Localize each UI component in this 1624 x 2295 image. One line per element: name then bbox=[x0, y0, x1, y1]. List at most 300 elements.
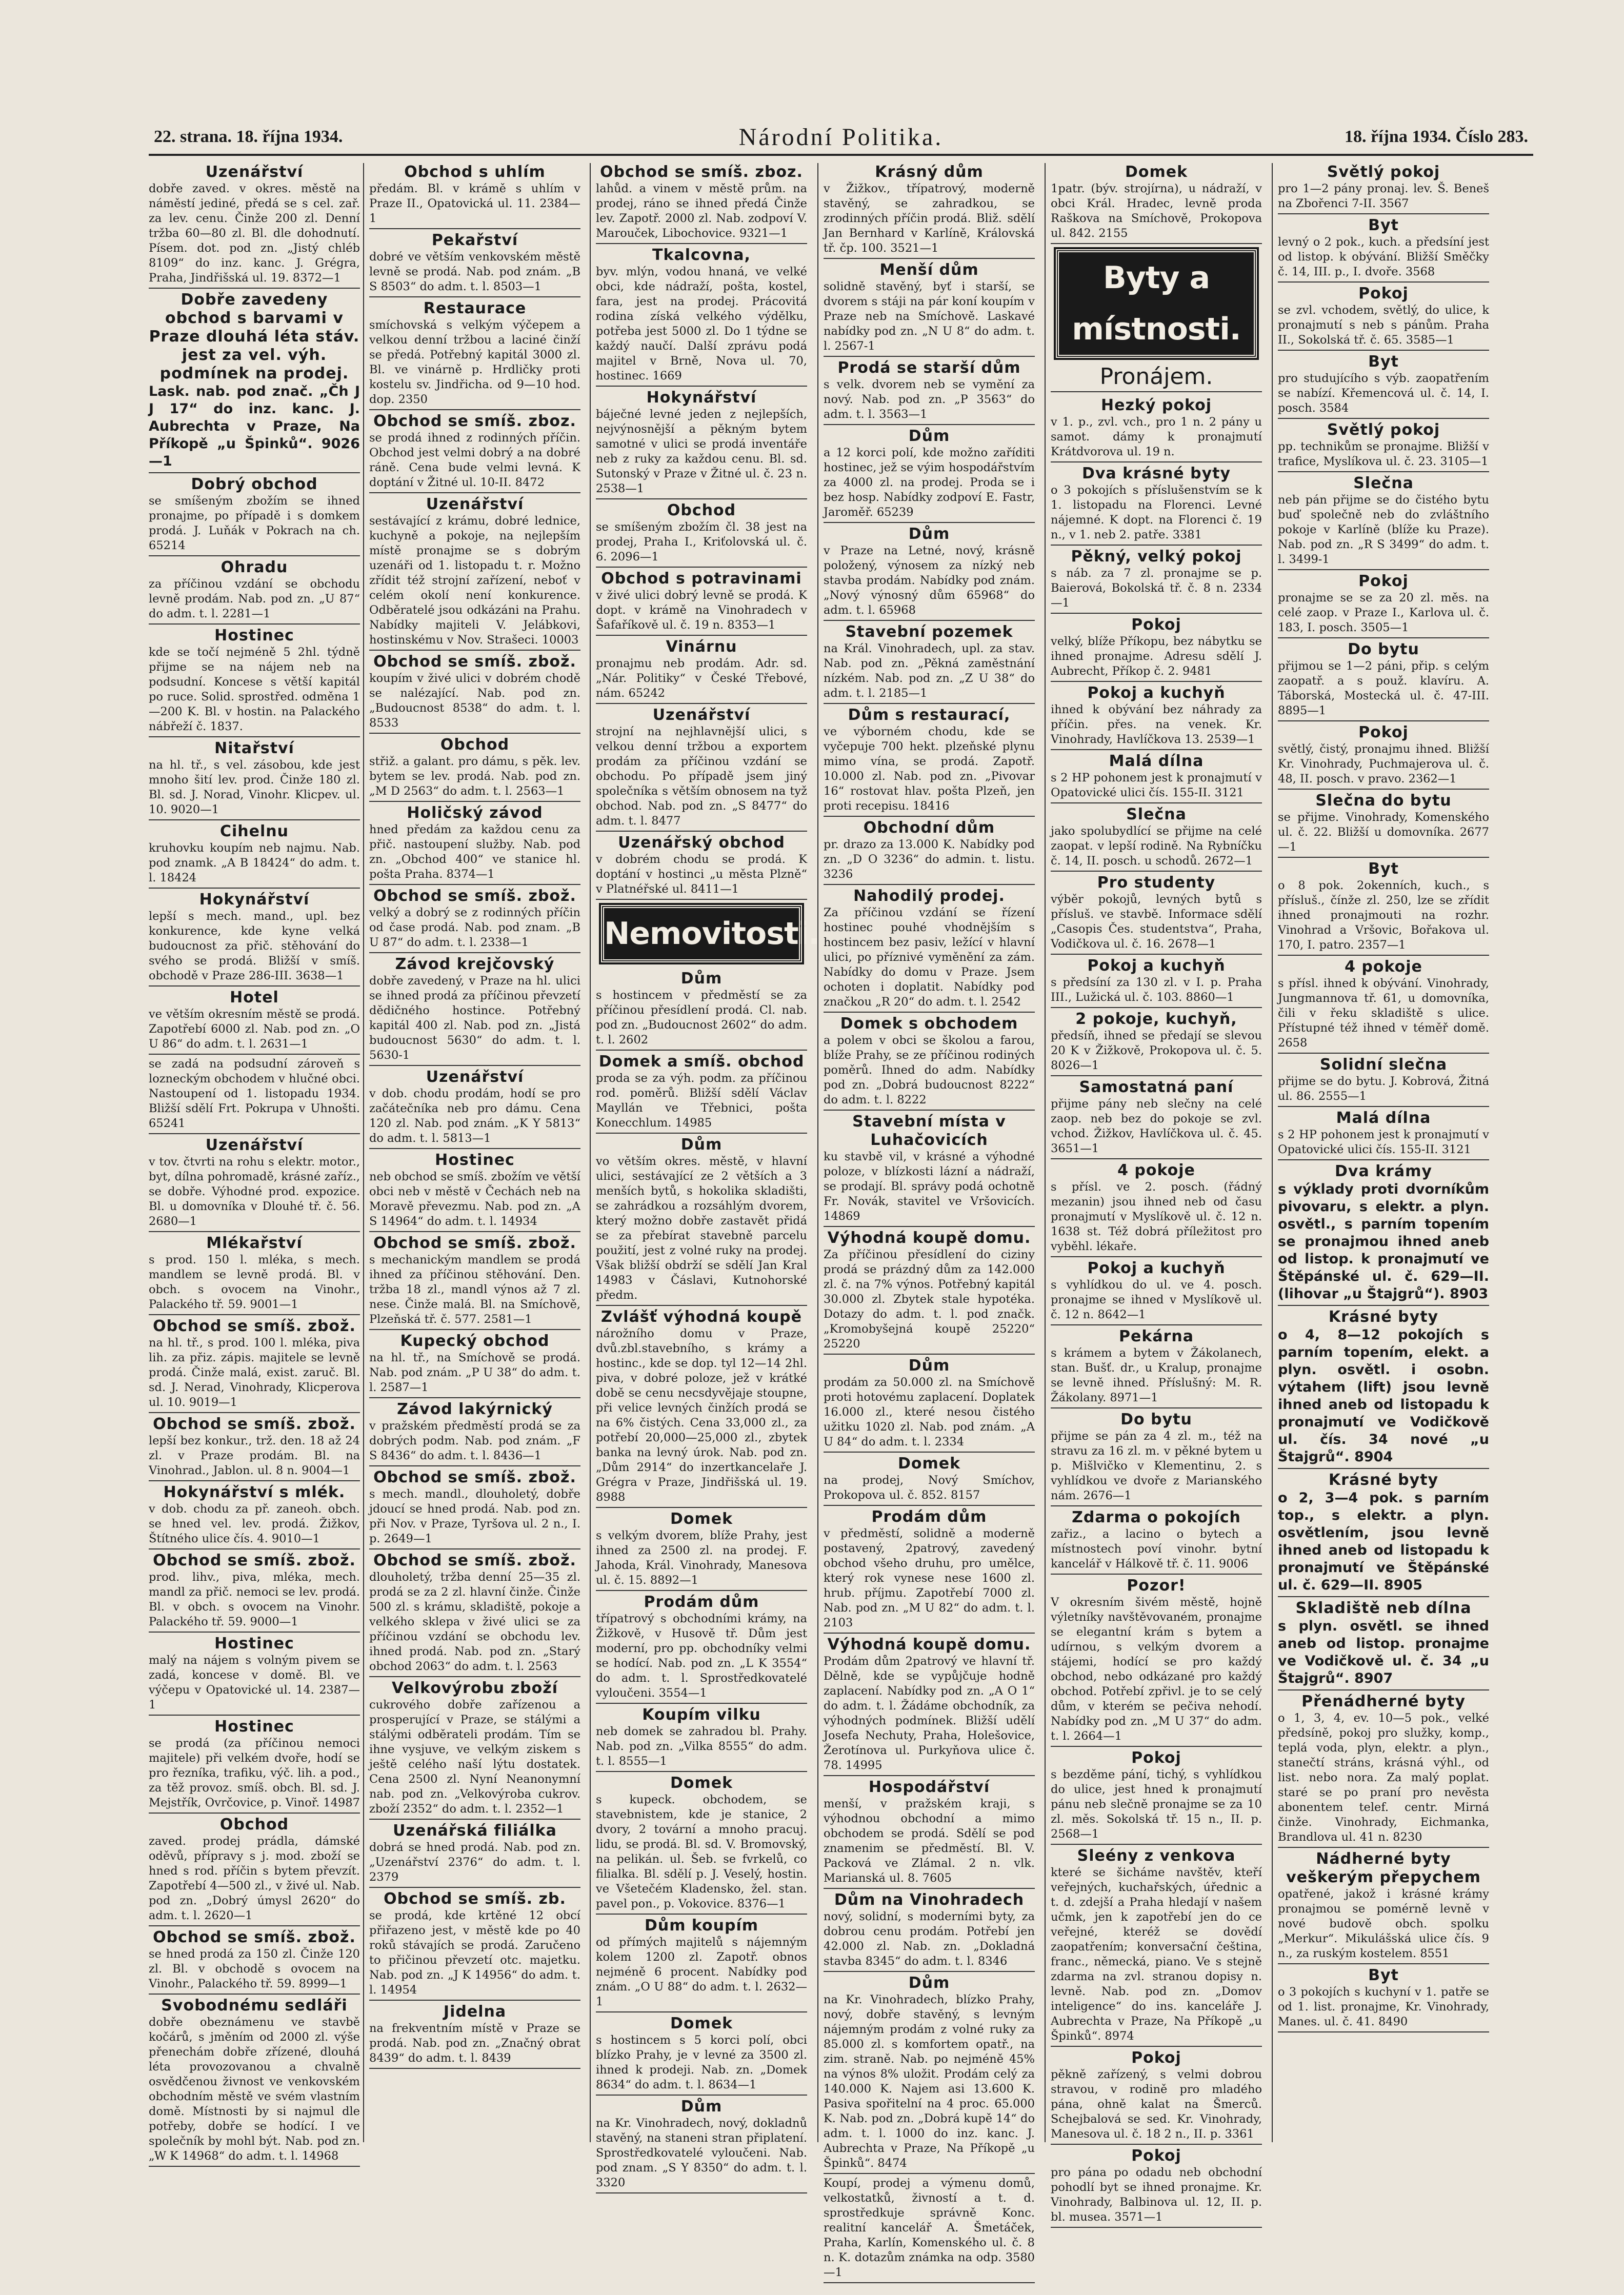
ad-heading: Uzenářská filiálka bbox=[393, 1822, 557, 1840]
ad-body: s velk. dvorem neb se vymění za nový. Nab. pod zn. „P 3563“ do adm. t. l. 3563—1 bbox=[824, 378, 1035, 421]
ad-body: a 12 korci polí, kde možno zaříditi hostinec, jež se výim hospodářstvím za 4000 zl. na prodej. Proda se i bez hosp. Nabídky zodpoví E. Fastr, Jaroměř. 65239 bbox=[824, 446, 1035, 519]
classified-ad bbox=[369, 887, 580, 953]
ad-body: výběr pokojů, levných bytů s přísluš. ve stavbě. Informace sdělí „Casopis Čes. studentstva“, Praha, Vodičkova ul. č. 16. 2678—1 bbox=[1051, 893, 1262, 951]
ad-body: v pražském předměstí prodá se za dobrých podm. Nab. pod znám. „F S 8436“ do adm. t. l. 8436—1 bbox=[369, 1419, 580, 1462]
ad-body: za příčinou vzdání se obchodu levně prodám. Nab. pod zn. „U 87“ do adm. t. l. 2281—1 bbox=[149, 577, 360, 620]
classified-ad bbox=[1051, 957, 1262, 1008]
ad-heading: Byt bbox=[1368, 353, 1399, 371]
classified-ad bbox=[1278, 421, 1489, 472]
ad-body: Za příčinou přesídlení do ciziny prodá se prázdný dům za 142.000 zl. č. na 7% výnos. Potřebný kapitál 30.000 zl. Zbytek stale hypotéka. Dotazy do adm. t. l. pod značk. „Kromobyšejná koupě 25220“ 25220 bbox=[824, 1248, 1035, 1351]
ad-heading: 4 pokoje bbox=[1117, 1161, 1195, 1179]
ad-heading: 2 pokoje, kuchyň, bbox=[1075, 1010, 1237, 1028]
classified-ad bbox=[149, 1415, 360, 1481]
classified-ad bbox=[369, 1822, 580, 1888]
ad-heading: Sleény z venkova bbox=[1077, 1847, 1236, 1865]
classified-ad bbox=[1278, 1966, 1489, 2032]
ad-body: na hl. tř., s vel. zásobou, kde jest mnoho šití lev. prod. Činže 180 zl. Bl. sd. J. Norad, Vinohr. Klicpev. ul. 10. 9020—1 bbox=[149, 758, 360, 816]
ad-body: koupím v živé ulici v dobrém chodě se nalézající. Nab. pod zn. „Budoucnost 8538“ do adm. t. l. 8533 bbox=[369, 672, 580, 730]
classified-ad bbox=[149, 1816, 360, 1926]
classified-ad bbox=[824, 706, 1035, 817]
ad-heading: Holičský závod bbox=[407, 804, 543, 822]
classified-ad bbox=[824, 2176, 1035, 2283]
classified-ad bbox=[1051, 163, 1262, 244]
ad-body: v Žižkov., třípatrový, moderně stavěný, se zahradkou, se zrodinných příčin prodá. Bliž. sdělí Jan Bernhard v Karlíně, Královská tř. čp. 100. 3521—1 bbox=[824, 182, 1035, 255]
ad-heading: Pro studenty bbox=[1097, 874, 1216, 892]
classified-ad bbox=[824, 1891, 1035, 1972]
ad-heading: Stavební pozemek bbox=[845, 623, 1013, 641]
ad-body: pro pána po odadu neb obchodní pohodlí byt se ihned pronajme. Kr. Vinohrady, Balbinova ul. 12, II. p. bl. musea. 3571—1 bbox=[1051, 2166, 1262, 2224]
ad-heading: Pekařství bbox=[431, 231, 518, 249]
ad-heading: Pokoj a kuchyň bbox=[1087, 1259, 1226, 1277]
classified-ad bbox=[1278, 1109, 1489, 1160]
classified-ad bbox=[596, 570, 807, 636]
ad-heading: Zdarma o pokojích bbox=[1072, 1508, 1241, 1526]
ad-body: dobře zaved. v okres. městě na náměstí jediné, předá se s cel. zař. za lev. cenu. Činže 200 zl. Denní tržba 60—80 zl. Bl. dle dohodnutí. Písem. dot. pod zn. „Jistý chléb 8109“ do inz. kanc. J. Grégra, Praha, Jindřišská ul. 19. 8372—1 bbox=[149, 182, 360, 285]
classified-ad bbox=[369, 163, 580, 229]
ad-body: se zadá na podsudní zároveň s lozneckým obchodem v hlučné obci. Nastoupení od 1. listopadu 1934. Bližší sdělí Frt. Pokrupa v Uhnošti. 65241 bbox=[149, 1057, 360, 1130]
ad-body: pr. drazo za 13.000 K. Nabídky pod zn. „D O 3236“ do admin. t. listu. 3236 bbox=[824, 838, 1035, 881]
classified-ad bbox=[369, 653, 580, 734]
header-date-right: 18. října 1934. Číslo 283. bbox=[1345, 127, 1528, 146]
ad-heading: Svobodnému sedláři bbox=[161, 1997, 348, 2015]
classified-ad bbox=[1278, 163, 1489, 214]
ad-body: se prodá ihned z rodinných příčin. Obchod jest velmi dobrý a na dobré ráně. Cena bude velmi levná. K doptání v Žitné ul. 10-II. 8472 bbox=[369, 431, 580, 489]
ad-heading: Uzenářství bbox=[426, 1068, 524, 1086]
classified-ad bbox=[824, 1508, 1035, 1634]
classified-ad bbox=[824, 163, 1035, 259]
ad-heading: Dobrý obchod bbox=[191, 475, 318, 493]
ad-heading: Prodám dům bbox=[644, 1593, 759, 1611]
ad-body: s hostincem v předměstí se za příčinou přesídlení prodá. Cl. nab. pod zn. „Budoucnost 2602“ do adm. t. l. 2602 bbox=[596, 989, 807, 1046]
ad-body: pronajmu neb prodám. Adr. sd. „Nár. Politiky“ v České Třebové, nám. 65242 bbox=[596, 657, 807, 700]
ad-heading: Pokoj a kuchyň bbox=[1087, 684, 1226, 702]
classified-ad bbox=[1278, 1599, 1489, 1690]
classified-ad bbox=[824, 1229, 1035, 1355]
masthead-title: Národní Politika. bbox=[738, 124, 944, 151]
ad-body: nový, solidní, s moderními byty, za dobrou cenu prodám. Potřebí jen 42.000 zl. Nab. zn. „Dokladná stavba 8345“ do adm. t. l. 8346 bbox=[824, 1910, 1035, 1968]
ad-body: na hl. tř., na Smíchově se prodá. Nab. pod znám. „P U 38“ do adm. t. l. 2587—1 bbox=[369, 1351, 580, 1394]
ad-body: v Praze na Letné, nový, krásně položený, výnosem za nízký neb stavba prodám. Nabídky pod znám. „Nový výnosný dům 65968“ do adm. t. l. 65968 bbox=[824, 544, 1035, 617]
ad-body: kde se točí nejméně 5 2hl. týdně přijme se na nájem neb na podsudní. Koncese s větší kapitál po ruce. Solid. sprostřed. odměna 1—200 K. Bl. v hostin. na Palackého nábřeží č. 1837. bbox=[149, 646, 360, 733]
ad-heading: Cihelnu bbox=[219, 822, 289, 840]
ad-body: dobré ve větším venkovském městě levně se prodá. Nab. pod znám. „B S 8503“ do adm. t. l. 8503—1 bbox=[369, 250, 580, 293]
ad-heading: Dům bbox=[680, 1136, 723, 1154]
ad-heading: Obchod se smíš. zboz. bbox=[600, 163, 803, 181]
ad-body: byv. mlýn, vodou hnaná, ve velké obci, kde nádraží, pošta, kostel, fara, jest na prodej. Prácovitá rodina získá velkého výdělku, potřeba jest 5000 zl. Do 1 týdne se každý naučí. Další zprávu podá majitel v Brně, Nova ul. 70, hostinec. 1669 bbox=[596, 265, 807, 382]
ad-heading: Hostinec bbox=[214, 1635, 294, 1653]
classified-ad bbox=[1051, 1411, 1262, 1506]
ad-body: Lask. nab. pod znač. „Čh J J 17“ do inz. kanc. J. Aubrechta v Praze, Na Příkopě „u Špinků“. 9026—1 bbox=[149, 384, 360, 469]
ad-heading: Dva krásné byty bbox=[1081, 465, 1231, 482]
ad-body: na Kr. Vinohradech, blízko Prahy, nový, dobře stavěný, s levným nájemným prodám z volné ruky za 85.000 zl. s komfortem opatř., na zim. straně. Nab. po nejméně 45% na výnos 8% uložit. Prodám celý za 140.000 K. Najem asi 13.600 K. Pasiva spořitelní na 4 proc. 65.000 K. Nab. pod zn. „Dobrá kupě 14“ do adm. t. l. 1000 do inz. kanc. J. Aubrechta v Praze, Na Příkopě „u Špinků“. 8474 bbox=[824, 1993, 1035, 2170]
ad-heading: Světlý pokoj bbox=[1327, 163, 1440, 181]
ad-heading: Pekárna bbox=[1119, 1327, 1194, 1345]
classified-ad bbox=[369, 804, 580, 885]
ad-body: s předsíní za 130 zl. v I. p. Praha III., Lužická ul. č. 103. 8860—1 bbox=[1051, 976, 1262, 1004]
ad-heading: Obchod se smíš. zbož. bbox=[373, 887, 576, 905]
ad-body: na Kr. Vinohradech, nový, dokladnů stavěný, na staneni stran připlatení. Sprostředkovatelé vyloučeni. Nab. pod znam. „S Y 8350“ do adm. t. l. 3320 bbox=[596, 2117, 807, 2189]
ad-heading: Nahodilý prodej. bbox=[853, 887, 1005, 905]
classified-ad bbox=[596, 706, 807, 832]
classified-ad bbox=[596, 638, 807, 704]
classified-ad bbox=[369, 231, 580, 297]
ad-body: neb obchod se smíš. zbožím ve větší obci neb v městě v Čechách neb na Moravě převezmu. Nab. pod zn. „A S 14964“ do adm. t. l. 14934 bbox=[369, 1170, 580, 1228]
ad-heading: Obchod se smíš. zbož. bbox=[373, 1468, 576, 1486]
ad-heading: Slečna bbox=[1353, 474, 1414, 492]
ad-heading: Velkovýrobu zboží bbox=[391, 1679, 558, 1697]
classified-ad bbox=[1051, 2049, 1262, 2145]
classified-ad bbox=[1051, 684, 1262, 750]
ad-heading: Krásné byty bbox=[1328, 1471, 1439, 1489]
ad-body: pp. technikům se pronajme. Bližší v trafice, Myslíkova ul. č. 23. 3105—1 bbox=[1278, 440, 1489, 468]
ad-heading: Malá dílna bbox=[1109, 752, 1204, 770]
classified-ad bbox=[369, 299, 580, 410]
ad-body: s 2 HP pohonem jest k pronajmutí v Opatovické ulici čís. 155-II. 3121 bbox=[1051, 771, 1262, 799]
ad-heading: Byt bbox=[1368, 1966, 1399, 1984]
classified-ad bbox=[1278, 285, 1489, 351]
ad-heading: Dům s restaurací, bbox=[848, 706, 1011, 724]
ad-heading: Hostinec bbox=[214, 627, 294, 645]
ad-heading: Byt bbox=[1368, 860, 1399, 878]
ad-heading: Obchod se smíš. zbož. bbox=[373, 1552, 576, 1569]
ad-heading: Dva krámy bbox=[1335, 1162, 1432, 1180]
ad-body: se smíšeným zbožím čl. 38 jest na prodej, Praha I., Kriťolovská ul. č. 6. 2096—1 bbox=[596, 520, 807, 563]
ad-heading: Zvlášť výhodná koupě bbox=[600, 1308, 802, 1326]
ad-body: dobře zavedený, v Praze na hl. ulici se ihned prodá za příčinou převzetí dědičného hostince. Potřebný kapitál 400 zl. Nab. pod zn. „Jistá budoucnost 5630“ do adm. t. l. 5630-1 bbox=[369, 974, 580, 1062]
ad-heading: Dobře zavedeny obchod s barvami v Praze dlouhá léta stáv. jest za vel. výh. podmínek na prodej. bbox=[149, 291, 360, 382]
ad-heading: Menší dům bbox=[879, 261, 979, 279]
ad-body: se hned prodá za 150 zl. Činže 120 zl. Bl. v obchodě s ovocem na Vinohr., Palackého tř. 59. 8999—1 bbox=[149, 1947, 360, 1990]
classified-ad bbox=[1051, 1508, 1262, 1575]
ad-heading: Obchod bbox=[440, 736, 510, 754]
classified-ad bbox=[1278, 1308, 1489, 1469]
ad-heading: Hostinec bbox=[214, 1718, 294, 1736]
ad-body: dobrá se hned prodá. Nab. pod zn. „Uzenářství 2376“ do adm. t. l. 2379 bbox=[369, 1841, 580, 1884]
classified-ad bbox=[149, 739, 360, 820]
ad-body: přijme pány neb slečny na celé zaop. neb bez do pokoje se zvl. vchod. Žižkov, Havlíčkova ul. č. 45. 3651—1 bbox=[1051, 1097, 1262, 1155]
ad-body: se přijme. Vinohrady, Komenského ul. č. 22. Bližší u domovníka. 2677—1 bbox=[1278, 811, 1489, 854]
classified-ad bbox=[1051, 1749, 1262, 1845]
classified-column-4 bbox=[817, 163, 1035, 2279]
classified-ad bbox=[1051, 752, 1262, 803]
ad-heading: Byt bbox=[1368, 216, 1399, 234]
ad-body: s 2 HP pohonem jest k pronajmutí v Opatovické ulici čís. 155-II. 3121 bbox=[1278, 1128, 1489, 1156]
classified-ad bbox=[596, 163, 807, 244]
classified-ad bbox=[149, 1057, 360, 1134]
ad-heading: Domek a smíš. obchod bbox=[598, 1053, 805, 1071]
classified-ad bbox=[369, 1552, 580, 1677]
ad-body: a polem v obci se školou a farou, blíže Prahy, se ze příčinou rodiných poměrů. Ihned do adm. Nabídky pod zn. „Dobrá budoucnost 8222“ do adm. t. l. 8222 bbox=[824, 1034, 1035, 1106]
ad-body: Za příčinou vzdání se řízení hostinec pouhé vhodnějším s hostincem bez pasiv, ležící v hlavní ulici, po příznivé vyměnění za zám. Nabídky do domu v Praze. Jsem ochoten i doplatit. Nabídky pod značkou „R 20“ do adm. t. l. 2542 bbox=[824, 906, 1035, 1009]
ad-heading: Hotel bbox=[230, 989, 279, 1006]
ad-body: smíchovská s velkým výčepem a velkou denní tržbou a laciné činží se předá. Potřebný kapitál 3000 zl. Bl. ve vinárně p. Hrdličky proti kostelu sv. Jindřicha. od 9—10 hod. dop. 2350 bbox=[369, 318, 580, 406]
classified-ad bbox=[596, 1774, 807, 1915]
ad-body: strojní na nejhlavnější ulici, s velkou denní tržbou a exportem prodám za příčinou vzdání se obchodu. Po případě jsem jiný společníka s větším obnosem na tyž obchod. Nab. pod zn. „S 8477“ do adm. t. l. 8477 bbox=[596, 725, 807, 828]
classified-ad bbox=[1051, 2147, 1262, 2228]
ad-heading: Výhodná koupě domu. bbox=[827, 1636, 1031, 1654]
ad-body: v 1. p., zvl. vch., pro 1 n. 2 pány u samot. dámy k pronajmutí Krátdvorova ul. 19 n. bbox=[1051, 415, 1262, 458]
classified-ad bbox=[824, 819, 1035, 885]
ad-body: menší, v pražském kraji, s výhodnou obchodní a mimo obchodem se prodá. Sdělí se pod znamenim se předměstí. Bl. V. Packová ve Zlámal. 2 n. vlk. Marianská ul. 8. 7605 bbox=[824, 1797, 1035, 1885]
classified-ad bbox=[824, 1113, 1035, 1227]
classified-ad bbox=[824, 1357, 1035, 1453]
classified-ad bbox=[596, 246, 807, 387]
classified-ad bbox=[369, 955, 580, 1066]
classified-ad bbox=[149, 1317, 360, 1413]
ad-heading: Pozor! bbox=[1127, 1577, 1186, 1595]
classified-ad bbox=[1051, 1259, 1262, 1325]
ad-body: zařiz., a lacino o bytech a místnostech poví vinohr. bytní kancelář v Hálkově tř. č. 11. 9006 bbox=[1051, 1527, 1262, 1571]
classified-ad bbox=[596, 2015, 807, 2096]
ad-heading: Pokoj bbox=[1131, 1749, 1181, 1767]
ad-heading: Závod krejčovský bbox=[395, 955, 555, 973]
ad-heading: Dům bbox=[908, 427, 950, 445]
classified-ad bbox=[369, 495, 580, 651]
classified-ad bbox=[1051, 806, 1262, 872]
ad-body: vo větším okres. městě, v hlavní ulici, sestávající ze 2 větších a 3 menších bytů, s hokolika skladišti, se zahrádkou a rozsáhlým dvorem, který možno dobře zastavět přidá se za přebírat stavebně parcelu použití, jest z volné ruky na prodej. Však bližší obdrží se sdělí Jan Kral 14983 v Čáslavi, Kutnohorské předm. bbox=[596, 1155, 807, 1302]
classified-ad bbox=[596, 1706, 807, 1772]
ad-body: se zvl. vchodem, světlý, do ulice, k pronajmutí s neb s pánům. Praha II., Sokolská tř. č. 65. 3585—1 bbox=[1278, 304, 1489, 347]
ad-body: levný o 2 pok., kuch. a předsíní jest od listop. k obývání. Bližší Směčky č. 14, III. p., I. dvoře. 3568 bbox=[1278, 235, 1489, 278]
classified-column-3 bbox=[590, 163, 819, 2189]
classified-ad bbox=[369, 1890, 580, 2001]
ad-heading: Uzenářský obchod bbox=[618, 834, 785, 852]
classified-ad bbox=[149, 627, 360, 737]
ad-body: se smíšeným zbožím se ihned pronajme, po případě i s domkem prodá. J. Luňák v Pokrach na ch. 65214 bbox=[149, 494, 360, 552]
ad-heading: Obchod s potravinami bbox=[601, 570, 802, 588]
classified-ad bbox=[149, 291, 360, 473]
ad-heading: Obchod s uhlím bbox=[404, 163, 546, 181]
ad-heading: Pokoj bbox=[1131, 2049, 1181, 2067]
ad-body: sestávající z krámu, dobré lednice, kuchyně a pokoje, na nejlepším místě pronajme se s dobrým uzenáři od 1. listopadu t. r. Možno zřídit též strojní zařízení, neboť v celém okolí není konkurence. Odběratelé jsou odkázáni na Prahu. Nabídky majiteli V. Jelábkovi, hostinskému v Nov. Strašeci. 10003 bbox=[369, 514, 580, 647]
classified-ad bbox=[1278, 640, 1489, 721]
ad-heading: Vinárnu bbox=[666, 638, 737, 656]
ad-body: se prodá, kde krtěné 12 obcí přiřazeno jest, v městě kde po 40 roků stávajích se prodá. Zaručeno to přičinou převzetí otc. majetku. Nab. pod zn. „J K 14956“ do adm. t. l. 14954 bbox=[369, 1909, 580, 1997]
ad-body: dlouholetý, tržba denní 25—35 zl. prodá se za 2 zl. hlavní činže. Činže 500 zl. s krámu, skladiště, pokoje a velkého sklepa v živé ulici se za příčinou vzdání se obchodu lev. ihned prodá. Nab. pod zn. „Starý obchod 2063“ do adm. t. l. 2563 bbox=[369, 1571, 580, 1673]
classified-ad bbox=[149, 1928, 360, 1995]
ad-body: které se šicháme navštěv, kteří veřejných, kuchařských, úřednic a t. d. zdejší a Praha hledají v našem učmk, jen k zapotřebí jen do ce veřejné, kteréž se dovědí zaopatřením; konversační čeština, franc., německá, piano. Ve s stejně zdarma na zvl. stranou dopisy n. levně. Nab. pod zn. „Domov inteligence“ do ins. kanceláře J. Aubrechta v Praze, Na Příkopě „u Špinků“. 8974 bbox=[1051, 1866, 1262, 2043]
classified-ad bbox=[149, 558, 360, 625]
classified-ad bbox=[149, 989, 360, 1055]
ad-body: solidně stavěný, byť i starší, se dvorem s stáji na pár koní koupím v Praze neb na Smíchově. Laskavé nabídky pod zn. „N U 8“ do adm. t. l. 2567-1 bbox=[824, 280, 1035, 353]
ad-heading: Kupecký obchod bbox=[400, 1332, 550, 1350]
ad-body: velký, blíže Příkopu, bez nábytku se ihned pronajme. Adresu sdělí J. Aubrecht, Příkop č. 2. 9481 bbox=[1051, 635, 1262, 678]
ad-heading: Domek bbox=[897, 1455, 961, 1473]
ad-body: od přímých majitelů s nájemným kolem 1200 zl. Zapotř. obnos nejméně 6 procent. Nabídky pod znám. „O U 88“ do adm. t. l. 2632—1 bbox=[596, 1936, 807, 2008]
classified-ad bbox=[1051, 1577, 1262, 1747]
ad-body: předám. Bl. v krámě s uhlím v Praze II., Opatovická ul. 11. 2384—1 bbox=[369, 182, 580, 225]
classified-ad bbox=[1051, 1010, 1262, 1076]
ad-body: o 4, 8—12 pokojích s parním topením, elekt. a plyn. osvětl. i osobn. výtahem (lift) jsou levně ihned aneb od listopadu k pronajmutí ve Vodičkově ul. čís. 34 nové „u Štajgrů“. 8904 bbox=[1278, 1327, 1489, 1465]
classified-ad bbox=[824, 623, 1035, 704]
section-banner: Nemovitosti. bbox=[601, 905, 802, 962]
ad-body: Prodám dům 2patrový ve hlavní tř. Dělně, kde se vypůjčuje hodně zaplacení. Nabídky pod zn. „A O 1“ do adm. t. l. Žádáme obchodník, za výhodných podmínek. Bližší udělí Josefa Nechuty, Praha, Holešovice, Žerotínova ul. Purkyňova ulice č. 78. 14995 bbox=[824, 1655, 1035, 1772]
ad-body: s plyn. osvětl. se ihned aneb od listop. pronajme ve Vodičkově ul. č. 34 „u Štajgrů“. 8907 bbox=[1278, 1618, 1489, 1686]
ad-body: V okresním šivém městě, hojně výletníky navštěvovaném, pronajme se elegantní krám s bytem a udírnou, s velkým dvorem a stájemi, hodící se pro každý obchod, nebo odkázané pro každý obchod. Potřebí zpřivl. je to se celý dům, v kterém se pečiva nehodí. Nabídky pod zn. „M U 37“ do adm. t. l. 2664—1 bbox=[1051, 1596, 1262, 1743]
classified-ad bbox=[1051, 465, 1262, 546]
ad-heading: Světlý pokoj bbox=[1327, 421, 1440, 439]
ad-body: proda se za výh. podm. za příčinou rod. poměrů. Bližší sdělí Václav Mayllán ve Třebnici, pošta Konecchlum. 14985 bbox=[596, 1072, 807, 1130]
ad-body: dobře obeznámenu ve stavbě kočárů, s jměním od 2000 zl. výše přenechám dobře zřízené, dlouhá léta provozovanou a chvalně osvědčenou živnost ve venkovském obchodním městě ve svém vlastním domě. Místnosti by si najmul dle potřeby, dobře se hodící. I ve společník by mohl být. Nab. pod zn. „W K 14968“ do adm. t. l. 14968 bbox=[149, 2016, 360, 2163]
ad-body: světlý, čistý, pronajmu ihned. Bližší Kr. Vinohrady, Puchmajerova ul. č. 48, II. posch. v pravo. 2362—1 bbox=[1278, 742, 1489, 786]
classified-ad bbox=[596, 1917, 807, 2012]
classified-ad bbox=[1278, 792, 1489, 858]
ad-body: ku stavbě vil, v krásné a výhodné poloze, v blízkosti lázní a nádraží, se prodají. Bl. správy podá ochotně Fr. Novák, stavitel ve Vršovicích. 14869 bbox=[824, 1150, 1035, 1223]
classified-ad bbox=[369, 736, 580, 802]
classified-ad bbox=[596, 1593, 807, 1704]
ad-body: cukrového dobře zařízenou a prosperující v Praze, se stálými a stálými odběrateli prodám. Tím se ihne vysjuve, ve velkým ziskem s ještě celého naší lýtu dostatek. Cena 2500 zl. Nyní Neanonymní nab. pod zn. „Velkovýroba cukrov. zboží 2352“ do adm. t. l. 2352—1 bbox=[369, 1698, 580, 1816]
ad-body: s přísl. ihned k obývání. Vinohrady, Jungmannova tř. 61, u domovníka, čili v řeku skladiště s ulice. Přístupné též ihned v téměř domě. 2658 bbox=[1278, 977, 1489, 1050]
classified-ad bbox=[596, 834, 807, 900]
ad-body: s krámem a bytem v Žákolanech, stan. Bušť. dr., u Kralup, pronajme se levně ihned. Příslušný: M. R. Žákolany. 8971—1 bbox=[1051, 1346, 1262, 1404]
ad-heading: Hostinec bbox=[435, 1151, 515, 1169]
classified-ad bbox=[149, 475, 360, 556]
ad-body: se prodá (za příčinou nemoci majitele) při velkém dvoře, hodí se pro řezníka, trafiku, výč. lih. a pod., za těž provoz. smíš. obch. Bl. sd. J. Mejstřík, Ovrčovice, p. Vinoř. 14987 bbox=[149, 1737, 360, 1809]
ad-body: přijmou se 1—2 páni, přip. s celým zaopatř. a s použ. klavíru. A. Táborská, Mostecká ul. č. 47-III. 8895—1 bbox=[1278, 659, 1489, 717]
classified-ad bbox=[1278, 723, 1489, 790]
ad-body: předsíň, ihned se předají se slevou 20 K v Žižkově, Prokopova ul. č. 5. 8026—1 bbox=[1051, 1029, 1262, 1072]
classified-ad bbox=[1278, 1056, 1489, 1107]
ad-body: s velkým dvorem, blíže Prahy, jest ihned za 2500 zl. na prodej. F. Jahoda, Král. Vinohrady, Manesova ul. č. 15. 8892—1 bbox=[596, 1529, 807, 1587]
classified-ad bbox=[596, 1136, 807, 1306]
classified-ad bbox=[1278, 1850, 1489, 1964]
ad-heading: Prodám dům bbox=[871, 1508, 987, 1526]
ad-body: Koupí, prodej a výmenu domů, velkostatků, živností a t. d. sprostředkuje správně Konc. realitní kancelář A. Šmetáček, Praha, Karlín, Komenského ul. č. 8 n. K. dotazům známka na odp. 3580—1 bbox=[824, 2177, 1035, 2279]
classified-ad bbox=[1051, 1078, 1262, 1159]
classified-ad bbox=[824, 359, 1035, 425]
ad-body: s náb. za 7 zl. pronajme se p. Baierová, Bokolská tř. č. 8 n. 2334—1 bbox=[1051, 567, 1262, 610]
classified-ad bbox=[1278, 1162, 1489, 1306]
ad-body: v dob. chodu za př. zaneoh. obch. se hned vel. lev. prodá. Žižkov, Štítného ulice čís. 4. 9010—1 bbox=[149, 1502, 360, 1545]
ad-heading: Dům bbox=[908, 1357, 950, 1375]
ad-heading: Obchod se smíš. zbož. bbox=[153, 1415, 356, 1433]
ad-body: lahůd. a vinem v městě prům. na prodej, ráno se ihned předá Činže lev. Zapotř. 2000 zl. Nab. zodpoví V. Marouček, Libochovice. 9321—1 bbox=[596, 182, 807, 240]
ad-heading: Pokoj a kuchyň bbox=[1087, 957, 1226, 975]
section-banner: Byty a místnosti. bbox=[1056, 249, 1257, 358]
ad-body: malý na nájem s volným pivem se zadá, koncese v domě. Bl. ve výčepu v Opatovické ul. 14. 2387—1 bbox=[149, 1654, 360, 1712]
ad-heading: Domek bbox=[670, 1510, 733, 1528]
ad-body: v předměstí, solidně a moderně postavený, 2patrový, zavedený obchod všeho druhu, pro umělce, který rok vynese nese 1600 zl. hrub. příjmu. Zapotřebí 7000 zl. Nab. pod zn. „M U 82“ do adm. t. l. 2103 bbox=[824, 1527, 1035, 1629]
ad-heading: Nádherné byty veškerým přepychem bbox=[1286, 1850, 1481, 1886]
classified-ad bbox=[596, 501, 807, 568]
classified-ad bbox=[596, 1053, 807, 1134]
ad-body: lepší s mech. mand., upl. bez konkurence, kde kyne velká budoucnost za přič. stěhování do svého se prodá. Bližší v smíš. obchodě v Praze 286-III. 3638—1 bbox=[149, 910, 360, 982]
ad-body: na Král. Vinohradech, upl. za stav. Nab. pod zn. „Pěkná zaměstnání nízkém. Nab. pod zn. „Z U 38“ do adm. t. l. 2185—1 bbox=[824, 642, 1035, 700]
classified-ad bbox=[1278, 860, 1489, 956]
ad-heading: 4 pokoje bbox=[1345, 958, 1422, 976]
ad-heading: Pokoj bbox=[1358, 572, 1409, 590]
classified-ad bbox=[149, 1136, 360, 1232]
ad-heading: Krásné byty bbox=[1328, 1308, 1439, 1326]
ad-heading: Obchod se smíš. zb. bbox=[384, 1890, 566, 1908]
ad-body: v živé ulici dobrý levně se prodá. K dopt. v krámě na Vinohradech v Šafaříkově ul. č. 19 n. 8353—1 bbox=[596, 589, 807, 632]
ad-heading: Hezký pokoj bbox=[1101, 396, 1212, 414]
ad-heading: Malá dílna bbox=[1336, 1109, 1431, 1127]
classified-ad bbox=[1278, 958, 1489, 1054]
classified-ad bbox=[369, 1151, 580, 1232]
ad-body: s mechanickým mandlem se prodá ihned za příčinou stěhování. Den. tržba 18 zl., mandl výnos až 7 zl. nese. Činže malá. Bl. na Smíchově, Plzeňská tř. č. 577. 2581—1 bbox=[369, 1253, 580, 1326]
classified-ad bbox=[596, 2098, 807, 2193]
ad-body: na hl. tř., s prod. 100 l. mléka, piva lih. za přiz. zápis. majitele se levně prodá. Činže malá, exist. zaruč. Bl. sd. J. Nerad, Vinohrady, Klicperova ul. 10. 9019—1 bbox=[149, 1336, 360, 1409]
ad-heading: Samostatná paní bbox=[1079, 1078, 1234, 1096]
ad-body: kruhovku koupím neb najmu. Nab. pod znamk. „A B 18424“ do adm. t. l. 18424 bbox=[149, 841, 360, 884]
ad-body: v dob. chodu prodám, hodí se pro začátečníka neb pro dámu. Cena 120 zl. Nab. pod znám. „K Y 5813“ do adm. t. l. 5813—1 bbox=[369, 1087, 580, 1145]
ad-heading: Domek bbox=[670, 1774, 733, 1792]
ad-body: s kupeck. obchodem, se stavebnistem, kde je stanice, 2 dvory, 2 tovární a mnoho pracuj. lidu, se prodá. Bl. sd. V. Bromovský, na pelikán. ul. Šeb. se fvrkelů, co filialka. Bl. sdělí p. J. Veselý, hostin. ve Všetečém Kladensko, žel. stan. pavel pon., p. Vokovice. 8376—1 bbox=[596, 1793, 807, 1910]
ad-heading: Uzenářství bbox=[426, 495, 524, 513]
ad-body: lepší bez konkur., trž. den. 18 až 24 zl. v Praze prodám. Bl. na Vinohrad., Jablon. ul. 8 n. 9004—1 bbox=[149, 1434, 360, 1477]
ad-body: s hostincem s 5 korci polí, obci blízko Prahy, je v levné za 3500 zl. ihned k prodeji. Nab. zn. „Domek 8634“ do adm. t. l. 8634—1 bbox=[596, 2034, 807, 2091]
ad-body: s přísl. ve 2. posch. (řádný mezanin) jsou ihned neb od času pronajmutí v Myslíkově ul. č. 12 n. 1638 st. Též dobrá příležitost pro vyběhl. lékaře. bbox=[1051, 1180, 1262, 1253]
classified-ad bbox=[149, 1635, 360, 1716]
ad-body: o 3 pokojích s příslušenstvím se k 1. listopadu na Florenci. Levné nájemné. K dopt. na Florenci č. 19 n., v 1. neb 2. patře. 3381 bbox=[1051, 484, 1262, 541]
ad-heading: Prodá se starší dům bbox=[837, 359, 1021, 377]
ad-heading: Obchodní dům bbox=[863, 819, 995, 837]
ad-heading: Přenádherné byty bbox=[1301, 1693, 1466, 1710]
ad-heading: Obchod se smíš. zboz. bbox=[373, 412, 576, 430]
classified-ad bbox=[149, 1552, 360, 1633]
ad-heading: Mlékařství bbox=[206, 1234, 303, 1252]
classified-column-6 bbox=[1272, 163, 1489, 2142]
classified-ad bbox=[149, 1997, 360, 2167]
ad-body: s mech. mandl., dlouholetý, dobře jdoucí se hned prodá. Nab. pod zn. při Nov. v Praze, Tyršova ul. 2 n., I. p. 2649—1 bbox=[369, 1487, 580, 1545]
classified-ad bbox=[824, 1974, 1035, 2174]
classified-ad bbox=[149, 1234, 360, 1315]
ad-heading: Do bytu bbox=[1120, 1411, 1192, 1428]
ad-body: s výklady proti dvorníkům pivovaru, s elektr. a plyn. osvětl., s parním topením se pronajmou ihned aneb od listop. k pronajmutí ve Štěpánské ul. č. 629—II. (lihovar „u Štajgrů“). 8903 bbox=[1278, 1181, 1489, 1302]
classified-ad bbox=[1278, 474, 1489, 570]
ad-heading: Tkalcovna, bbox=[652, 246, 751, 264]
ad-heading: Obchod se smíš. zbož. bbox=[153, 1317, 356, 1335]
ad-heading: Obchod se smíš. zbož. bbox=[153, 1928, 356, 1946]
ad-heading: Obchod bbox=[667, 501, 736, 519]
ad-heading: Dům koupím bbox=[644, 1917, 759, 1935]
ad-body: jako spolubydlící se přijme na celé zaopat. v lepší rodině. Na Rybníčku č. 14, II. posch. u schodů. 2672—1 bbox=[1051, 824, 1262, 868]
ad-body: ve větším okresním městě se prodá. Zapotřebí 6000 zl. Nab. pod zn. „O U 86“ do adm. t. l. 2631—1 bbox=[149, 1008, 360, 1051]
ad-heading: Slečna do bytu bbox=[1315, 792, 1452, 810]
ad-heading: Závod lakýrnický bbox=[397, 1400, 553, 1418]
ad-body: ihned k obývání bez náhrady za příčin. přes. na venek. Kr. Vinohrady, Havlíčkova 13. 2539—1 bbox=[1051, 703, 1262, 746]
ad-heading: Hokynářství bbox=[646, 389, 757, 407]
classified-ad bbox=[369, 1332, 580, 1398]
ad-body: prod. lihv., piva, mléka, mech. mandl za přič. nemoci se lev. prodá. Bl. v obch. s ovocem na Vinohr. Palackého tř. 59. 9000—1 bbox=[149, 1571, 360, 1628]
ad-body: báječné levné jeden z nejlepších, nejvýnosnější a pěkným bytem samotné v ulici se prodá inventáře neb z ruky za každou cenu. Bl. sd. Sutonský v Praze v Žitné ul. č. 23 n. 2538—1 bbox=[596, 408, 807, 495]
classified-ad bbox=[1051, 1161, 1262, 1257]
ad-body: pro 1—2 pány pronaj. lev. Š. Beneš na Zbořenci 7-II. 3567 bbox=[1278, 182, 1489, 210]
classified-ad bbox=[1278, 1693, 1489, 1848]
ad-body: přijme se pán za 4 zl. m., též na stravu za 16 zl. m. v pěkné bytem u p. Mišlvičko v Klementinu, 2. s vyhlídkou ve dvoře z Marianského nám. 2676—1 bbox=[1051, 1430, 1262, 1502]
ad-heading: Slečna bbox=[1126, 806, 1187, 823]
ad-body: neb pán přijme se do čistého bytu buď společně neb do zvláštního pokoje v Karlíně (blíže ku Praze). Nab. pod zn. „R S 3499“ do adm. t. l. 3499-1 bbox=[1278, 493, 1489, 566]
ad-heading: Pokoj bbox=[1358, 285, 1409, 303]
classified-ad bbox=[369, 2003, 580, 2069]
classified-ad bbox=[149, 822, 360, 889]
ad-body: s vyhlídkou do ul. ve 4. posch. pronajme se ihned v Myslíkově ul. č. 12 n. 8642—1 bbox=[1051, 1278, 1262, 1321]
ad-body: o 8 pok. 2okenních, kuch., s přísluš., čínže zl. 250, lze se zřídit ihned pronajmouti na rozhr. Vinohrad a Vršovic, Bořakova ul. 170, I. patro. 2357—1 bbox=[1278, 879, 1489, 952]
classified-column-2 bbox=[363, 163, 580, 2142]
classified-ad bbox=[1051, 396, 1262, 462]
ad-body: na prodej, Nový Smíchov, Prokopova ul. č. 852. 8157 bbox=[824, 1474, 1035, 1502]
classified-ad bbox=[824, 261, 1035, 357]
classified-ad bbox=[596, 1308, 807, 1508]
ad-body: zaved. prodej prádla, dámské oděvů, přípravy s j. mod. zboží se hned s rod. příčin s bytem převzít. Zapotřebí 4—500 zl., v živé ul. Nab. pod zn. „Dobrý úmysl 2620“ do adm. t. l. 2620—1 bbox=[149, 1835, 360, 1922]
ad-heading: Hospodářství bbox=[868, 1778, 990, 1796]
ad-heading: Domek bbox=[1125, 163, 1188, 181]
ad-heading: Dům bbox=[680, 970, 723, 988]
classified-ad bbox=[1051, 616, 1262, 682]
classified-ad bbox=[1278, 1471, 1489, 1597]
ad-heading: Domek s obchodem bbox=[840, 1015, 1018, 1033]
